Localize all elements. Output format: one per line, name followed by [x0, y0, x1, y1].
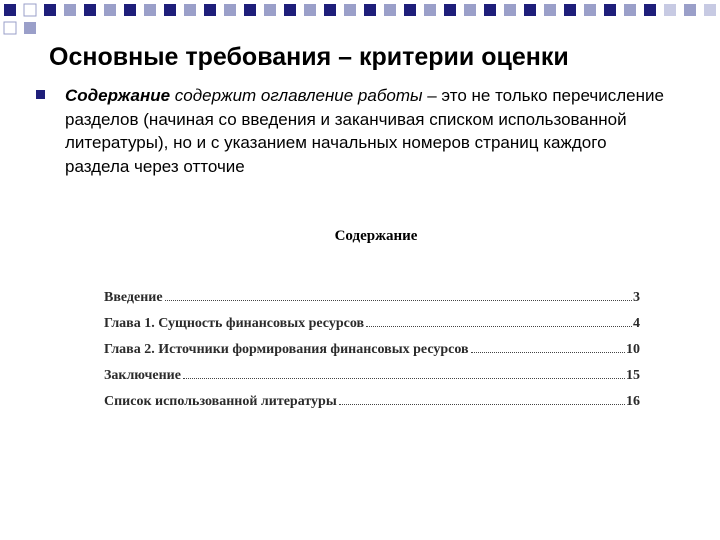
square-decoration: [144, 4, 156, 16]
toc-entry: [104, 342, 640, 368]
square-decoration: [384, 4, 396, 16]
toc-entry-page: 4: [633, 316, 640, 331]
toc-entry: [104, 316, 640, 342]
square-decoration: [24, 4, 36, 16]
square-decoration: [544, 4, 556, 16]
toc-entry-label: Список использованной литературы: [104, 394, 337, 409]
bullet-paragraph: [65, 84, 665, 178]
square-decoration: [324, 4, 336, 16]
square-decoration: [404, 4, 416, 16]
bullet-italic-text: содержит оглавление работы: [170, 86, 423, 105]
square-decoration: [164, 4, 176, 16]
square-decoration: [24, 22, 36, 34]
square-decoration: [84, 4, 96, 16]
square-decoration: [184, 4, 196, 16]
square-decoration: [444, 4, 456, 16]
square-decoration: [44, 4, 56, 16]
toc-title: Содержание: [334, 228, 418, 244]
square-decoration: [4, 4, 16, 16]
square-decoration: [244, 4, 256, 16]
square-decoration: [124, 4, 136, 16]
toc-entry-page: 10: [626, 342, 640, 357]
toc-leader-dots: [339, 404, 625, 405]
bullet-term: Содержание: [65, 86, 171, 105]
square-decoration: [564, 4, 576, 16]
square-decoration: [424, 4, 436, 16]
square-decoration: [364, 4, 376, 16]
toc-entry-label: Введение: [104, 290, 163, 305]
square-decoration: [504, 4, 516, 16]
square-decoration: [4, 22, 16, 34]
toc-leader-dots: [366, 326, 632, 327]
square-decoration: [644, 4, 656, 16]
square-decoration: [344, 4, 356, 16]
square-decoration: [64, 4, 76, 16]
square-decoration: [304, 4, 316, 16]
toc-entry: [104, 290, 640, 316]
table-of-contents-image: [104, 228, 640, 420]
square-decoration: [684, 4, 696, 16]
toc-leader-dots: [471, 352, 625, 353]
square-decoration: [104, 4, 116, 16]
toc-entry: [104, 368, 640, 394]
toc-entry-label: Глава 1. Сущность финансовых ресурсов: [104, 316, 365, 331]
toc-leader-dots: [183, 378, 625, 379]
square-decoration: [704, 4, 716, 16]
toc-entry-label: Заключение: [104, 368, 181, 383]
square-decoration: [484, 4, 496, 16]
toc-entry-page: 16: [626, 394, 640, 409]
square-decoration: [604, 4, 616, 16]
toc-entry-page: 15: [626, 368, 640, 383]
square-decoration: [464, 4, 476, 16]
bullet-body-text: – это не только перечисление разделов (начиная со введения и заканчивая списком использованной литературы), но и с указанием начальных номеров страниц каждого раздела через отточие: [65, 86, 664, 176]
square-decoration: [624, 4, 636, 16]
square-decoration: [204, 4, 216, 16]
toc-leader-dots: [165, 300, 632, 301]
square-decoration: [664, 4, 676, 16]
toc-entry-label: Глава 2. Источники формирования финансовых ресурсов: [104, 342, 469, 357]
toc-entry-page: 3: [633, 290, 640, 305]
square-decoration: [524, 4, 536, 16]
square-decoration: [264, 4, 276, 16]
slide-title: Основные требования – критерии оценки: [49, 43, 569, 71]
toc-entry: [104, 394, 640, 420]
decorative-squares-banner: [0, 0, 720, 36]
square-decoration: [284, 4, 296, 16]
square-decoration: [224, 4, 236, 16]
bullet-square-icon: [36, 90, 45, 99]
square-decoration: [584, 4, 596, 16]
